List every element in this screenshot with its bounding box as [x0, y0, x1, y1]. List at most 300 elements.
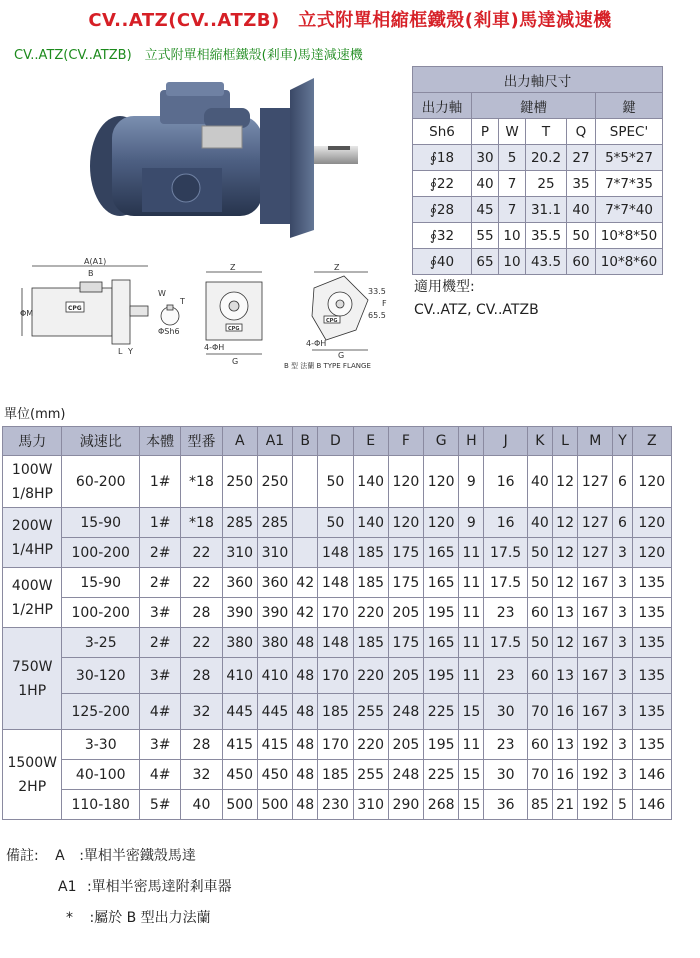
cell: 30 — [472, 145, 499, 171]
cell: 220 — [353, 730, 388, 760]
cell: 22 — [181, 538, 222, 568]
cell: 3# — [140, 730, 181, 760]
cell: 220 — [353, 598, 388, 628]
horsepower-line: 1/4HP — [11, 541, 53, 558]
cell: 50 — [527, 568, 552, 598]
horsepower-cell — [3, 568, 62, 628]
col-header: H — [459, 427, 484, 456]
cell: 450 — [257, 760, 292, 790]
table-row — [3, 790, 672, 820]
cell: 120 — [632, 456, 671, 508]
cell: 310 — [353, 790, 388, 820]
col-header: L — [552, 427, 577, 456]
cell: 248 — [388, 694, 423, 730]
cell: 28 — [181, 598, 222, 628]
cpg-logo-text-3: CPG — [326, 318, 338, 324]
col-header: M — [578, 427, 613, 456]
cell: 3 — [613, 568, 632, 598]
cell: 15-90 — [62, 508, 140, 538]
col-header: G — [424, 427, 459, 456]
dim-h-label: 4-ΦH — [204, 343, 225, 352]
cell: 11 — [459, 538, 484, 568]
cell: 45 — [472, 197, 499, 223]
cell: 360 — [222, 568, 257, 598]
cell: 40-100 — [62, 760, 140, 790]
cell: 65 — [472, 249, 499, 275]
cell: 35 — [567, 171, 596, 197]
cell: 310 — [222, 538, 257, 568]
cell: 17.5 — [484, 538, 527, 568]
cell: 185 — [318, 760, 353, 790]
key-group-header: 鍵 — [596, 93, 663, 119]
cell: 285 — [222, 508, 257, 538]
table-row — [413, 171, 663, 197]
horsepower-line: 200W — [11, 517, 53, 534]
cell: 120 — [388, 508, 423, 538]
table-row — [3, 508, 672, 538]
cell: 445 — [222, 694, 257, 730]
horsepower-line: 400W — [11, 577, 53, 594]
cell: 410 — [222, 658, 257, 694]
horsepower-cell — [3, 508, 62, 568]
unit-label: 單位(mm) — [4, 407, 66, 422]
cell: 170 — [318, 730, 353, 760]
horsepower-line: 1HP — [18, 682, 47, 699]
table-row — [413, 145, 663, 171]
applicable-label: 適用機型: — [414, 279, 475, 295]
cell: 148 — [318, 538, 353, 568]
horsepower-line: 1/2HP — [11, 601, 53, 618]
keyway-group-header: 鍵槽 — [472, 93, 596, 119]
cell: 42 — [293, 568, 318, 598]
cell: 50 — [318, 456, 353, 508]
cell: 125-200 — [62, 694, 140, 730]
cell: ∮18 — [413, 145, 472, 171]
cell: 48 — [293, 730, 318, 760]
cell: 11 — [459, 730, 484, 760]
cell: 167 — [578, 694, 613, 730]
horsepower-line: 2HP — [18, 778, 47, 795]
col-header: T — [526, 119, 567, 145]
cell: 13 — [552, 598, 577, 628]
cell: 13 — [552, 730, 577, 760]
cell: 11 — [459, 568, 484, 598]
cell: 10*8*50 — [596, 223, 663, 249]
cell: 17.5 — [484, 628, 527, 658]
cell: 390 — [222, 598, 257, 628]
horsepower-line: 1500W — [7, 754, 57, 771]
cell: 16 — [484, 508, 527, 538]
cell: 7*7*40 — [596, 197, 663, 223]
cell: 30 — [484, 694, 527, 730]
cell: 12 — [552, 456, 577, 508]
cell: 12 — [552, 538, 577, 568]
cell: 135 — [632, 568, 671, 598]
cell: 23 — [484, 598, 527, 628]
cell: 285 — [257, 508, 292, 538]
cell: 195 — [424, 598, 459, 628]
cell: 60-200 — [62, 456, 140, 508]
cell: 15 — [459, 790, 484, 820]
cell: 60 — [527, 730, 552, 760]
shaft-spec-table — [412, 66, 663, 275]
cell: 50 — [527, 538, 552, 568]
table-row — [3, 598, 672, 628]
page-subtitle: CV..ATZ(CV..ATZB) 立式附單相縮框鐵殼(剎車)馬達減速機 — [14, 48, 363, 63]
col-header: P — [472, 119, 499, 145]
col-header: 馬力 — [3, 427, 62, 456]
cell: 135 — [632, 658, 671, 694]
col-header: F — [388, 427, 423, 456]
cell: 3 — [613, 658, 632, 694]
cell: 135 — [632, 628, 671, 658]
cell: 135 — [632, 730, 671, 760]
cell: 120 — [388, 456, 423, 508]
cell: 7*7*35 — [596, 171, 663, 197]
cell: 185 — [353, 628, 388, 658]
cell: 3 — [613, 730, 632, 760]
cell: 120 — [632, 538, 671, 568]
cell: 10 — [499, 249, 526, 275]
dim-z-flange-label: Z — [334, 263, 340, 272]
cell: 170 — [318, 658, 353, 694]
cell: 15 — [459, 760, 484, 790]
cell: 15-90 — [62, 568, 140, 598]
cell: ∮40 — [413, 249, 472, 275]
dim-sh6-label: ΦSh6 — [158, 327, 180, 336]
cell: 165 — [424, 538, 459, 568]
cell: 248 — [388, 760, 423, 790]
cell: 445 — [257, 694, 292, 730]
cell: 5 — [499, 145, 526, 171]
cell: 36 — [484, 790, 527, 820]
dim-g-label: G — [232, 357, 239, 366]
cell: 11 — [459, 598, 484, 628]
cell: 48 — [293, 694, 318, 730]
shaft-table-caption: 出力軸尺寸 — [413, 67, 663, 93]
cell: 48 — [293, 790, 318, 820]
cell: 500 — [222, 790, 257, 820]
cell: 5*5*27 — [596, 145, 663, 171]
cell: 185 — [318, 694, 353, 730]
cell: 167 — [578, 658, 613, 694]
horsepower-cell — [3, 730, 62, 820]
cell: 6 — [613, 456, 632, 508]
col-header: J — [484, 427, 527, 456]
cell: 2# — [140, 628, 181, 658]
cell: 43.5 — [526, 249, 567, 275]
cell: 12 — [552, 568, 577, 598]
page-title: CV..ATZ(CV..ATZB) 立式附單相縮框鐵殼(剎車)馬達減速機 — [88, 10, 612, 31]
cell: 16 — [484, 456, 527, 508]
dim-y-label: Y — [128, 347, 133, 356]
cell: 17.5 — [484, 568, 527, 598]
cell: 120 — [424, 456, 459, 508]
cell: 3 — [613, 598, 632, 628]
cell: 3-30 — [62, 730, 140, 760]
cell: 50 — [527, 628, 552, 658]
cell: 48 — [293, 628, 318, 658]
cell: 70 — [527, 694, 552, 730]
cell: 148 — [318, 628, 353, 658]
cell: 175 — [388, 568, 423, 598]
cell — [293, 508, 318, 538]
cell: 50 — [567, 223, 596, 249]
cell: 220 — [353, 658, 388, 694]
cell: 167 — [578, 568, 613, 598]
cell: 23 — [484, 658, 527, 694]
note-key: A1 — [58, 879, 77, 895]
cell: 205 — [388, 598, 423, 628]
cell: 100-200 — [62, 598, 140, 628]
cell: 31.1 — [526, 197, 567, 223]
cell: 42 — [293, 598, 318, 628]
cell: 3# — [140, 658, 181, 694]
cell: 268 — [424, 790, 459, 820]
cell: 185 — [353, 538, 388, 568]
cell: 135 — [632, 598, 671, 628]
horsepower-cell — [3, 628, 62, 730]
cell: 250 — [222, 456, 257, 508]
cell: 7 — [499, 197, 526, 223]
cell: 40 — [567, 197, 596, 223]
dim-f-label: F — [382, 299, 387, 308]
cell: 500 — [257, 790, 292, 820]
cell: 9 — [459, 508, 484, 538]
cell: 140 — [353, 508, 388, 538]
col-header: Y — [613, 427, 632, 456]
dim-w-label: W — [158, 289, 166, 298]
cell: 30 — [484, 760, 527, 790]
note-key: * — [66, 910, 73, 926]
cell: 380 — [257, 628, 292, 658]
cell — [293, 538, 318, 568]
horsepower-line: 750W — [11, 658, 53, 675]
col-header: Q — [567, 119, 596, 145]
cell: 60 — [567, 249, 596, 275]
cell: 60 — [527, 598, 552, 628]
cell: *18 — [181, 508, 222, 538]
table-row — [413, 249, 663, 275]
cell: 48 — [293, 760, 318, 790]
dim-t-label: T — [180, 297, 185, 306]
cell: 30-120 — [62, 658, 140, 694]
dim-65-label: 65.5 — [368, 311, 386, 320]
table-row — [413, 223, 663, 249]
cell: 127 — [578, 456, 613, 508]
col-header: 型番 — [181, 427, 222, 456]
cell: 3 — [613, 760, 632, 790]
notes-label: 備註: — [6, 848, 39, 864]
cell: 28 — [181, 730, 222, 760]
cell: 127 — [578, 508, 613, 538]
cell: 165 — [424, 568, 459, 598]
cell: 11 — [459, 658, 484, 694]
col-header: D — [318, 427, 353, 456]
cell: 175 — [388, 538, 423, 568]
cell: 20.2 — [526, 145, 567, 171]
cell: 3# — [140, 598, 181, 628]
note-text: :屬於 B 型出力法蘭 — [89, 910, 211, 926]
cell: 1# — [140, 456, 181, 508]
col-header: A1 — [257, 427, 292, 456]
col-header: Sh6 — [413, 119, 472, 145]
col-header: SPEC' — [596, 119, 663, 145]
table-row — [3, 760, 672, 790]
cell: 380 — [222, 628, 257, 658]
cell: 255 — [353, 760, 388, 790]
cell: 390 — [257, 598, 292, 628]
cell: 22 — [181, 628, 222, 658]
cell: 9 — [459, 456, 484, 508]
cell: 27 — [567, 145, 596, 171]
cell: 230 — [318, 790, 353, 820]
cell: 415 — [222, 730, 257, 760]
cell: 310 — [257, 538, 292, 568]
dimension-drawing — [22, 258, 392, 370]
applicable-models: CV..ATZ, CV..ATZB — [414, 302, 539, 318]
flange-caption: B 型 法蘭 B TYPE FLANGE — [284, 362, 371, 370]
cell: 40 — [527, 456, 552, 508]
cell: 165 — [424, 628, 459, 658]
dim-a-label: A(A1) — [84, 257, 107, 266]
horsepower-cell — [3, 456, 62, 508]
cell: 3 — [613, 538, 632, 568]
cell: 3 — [613, 694, 632, 730]
cell: 410 — [257, 658, 292, 694]
cell: 450 — [222, 760, 257, 790]
cell: 23 — [484, 730, 527, 760]
table-row — [3, 568, 672, 598]
cell: 135 — [632, 694, 671, 730]
cell: 3-25 — [62, 628, 140, 658]
cell: 2# — [140, 538, 181, 568]
cell: 192 — [578, 730, 613, 760]
dim-b-label: B — [88, 269, 94, 278]
cell: 12 — [552, 508, 577, 538]
note-text: :單相半密鐵殼馬達 — [79, 848, 196, 864]
cell: 195 — [424, 658, 459, 694]
table-row — [3, 730, 672, 760]
cell: 12 — [552, 628, 577, 658]
table-row — [3, 538, 672, 568]
cell: 4# — [140, 760, 181, 790]
cell: 21 — [552, 790, 577, 820]
cell: 48 — [293, 658, 318, 694]
note-key: A — [55, 848, 65, 864]
cell: 360 — [257, 568, 292, 598]
cell: 40 — [527, 508, 552, 538]
cell: 2# — [140, 568, 181, 598]
table-row — [3, 456, 672, 508]
cell: 205 — [388, 658, 423, 694]
col-header: A — [222, 427, 257, 456]
cell: 170 — [318, 598, 353, 628]
cell: *18 — [181, 456, 222, 508]
cell: 127 — [578, 538, 613, 568]
cell: 60 — [527, 658, 552, 694]
cell: 120 — [632, 508, 671, 538]
cell: 185 — [353, 568, 388, 598]
cell: 167 — [578, 628, 613, 658]
cell: 32 — [181, 694, 222, 730]
cell: 148 — [318, 568, 353, 598]
table-row — [3, 628, 672, 658]
cell: 100-200 — [62, 538, 140, 568]
cell: 415 — [257, 730, 292, 760]
cell: 15 — [459, 694, 484, 730]
dim-z-label: Z — [230, 263, 236, 272]
cell: 225 — [424, 694, 459, 730]
dim-33-label: 33.5 — [368, 287, 386, 296]
col-header: Z — [632, 427, 671, 456]
cell: 120 — [424, 508, 459, 538]
cell: 50 — [318, 508, 353, 538]
table-row — [3, 658, 672, 694]
cell: 10*8*60 — [596, 249, 663, 275]
cpg-logo-text: CPG — [68, 305, 82, 312]
cell: 5# — [140, 790, 181, 820]
dim-g-flange-label: G — [338, 351, 345, 360]
cell: 70 — [527, 760, 552, 790]
cell: 4# — [140, 694, 181, 730]
cell: 3 — [613, 628, 632, 658]
cell: 146 — [632, 790, 671, 820]
horsepower-line: 100W — [11, 461, 53, 478]
spec-table — [2, 426, 672, 820]
horsepower-line: 1/8HP — [11, 485, 53, 502]
cell: 25 — [526, 171, 567, 197]
cell: 7 — [499, 171, 526, 197]
cell: 10 — [499, 223, 526, 249]
cell: 255 — [353, 694, 388, 730]
cell: 35.5 — [526, 223, 567, 249]
col-header: W — [499, 119, 526, 145]
col-header: K — [527, 427, 552, 456]
col-header: B — [293, 427, 318, 456]
col-header: E — [353, 427, 388, 456]
cell: ∮22 — [413, 171, 472, 197]
cell: 250 — [257, 456, 292, 508]
cell: ∮28 — [413, 197, 472, 223]
cell: 140 — [353, 456, 388, 508]
dim-m-label: ΦM — [20, 309, 34, 318]
cell: 13 — [552, 658, 577, 694]
cell: 40 — [181, 790, 222, 820]
cell: 290 — [388, 790, 423, 820]
cell: 28 — [181, 658, 222, 694]
shaft-group-header: 出力軸 — [413, 93, 472, 119]
cell: 16 — [552, 760, 577, 790]
cell: 110-180 — [62, 790, 140, 820]
cell: 32 — [181, 760, 222, 790]
cell: 11 — [459, 628, 484, 658]
cell: 225 — [424, 760, 459, 790]
dim-h-flange-label: 4-ΦH — [306, 339, 327, 348]
cell: ∮32 — [413, 223, 472, 249]
cell: 22 — [181, 568, 222, 598]
cell: 192 — [578, 790, 613, 820]
dim-l-label: L — [118, 347, 123, 356]
cell: 167 — [578, 598, 613, 628]
cell: 146 — [632, 760, 671, 790]
cell: 6 — [613, 508, 632, 538]
cell — [293, 456, 318, 508]
col-header: 本體 — [140, 427, 181, 456]
col-header: 減速比 — [62, 427, 140, 456]
cell: 16 — [552, 694, 577, 730]
cell: 192 — [578, 760, 613, 790]
